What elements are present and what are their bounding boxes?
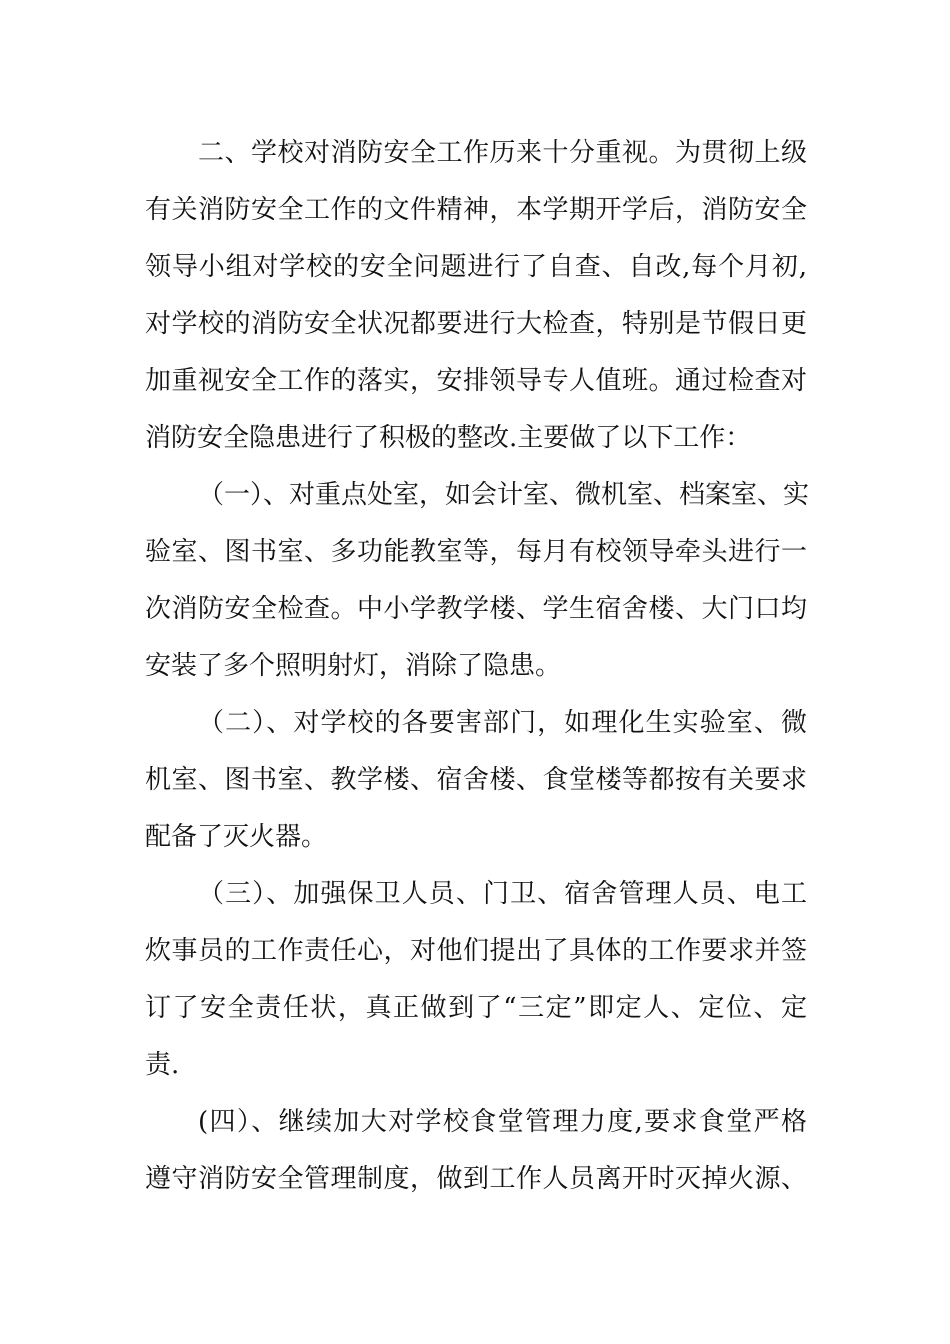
item-4-line-1: (四）、继续加大对学校食堂管理力度,要求食堂严格 bbox=[198, 1107, 807, 1137]
item-3-line-1: （三）、加强保卫人员、门卫、宿舍管理人员、电工 bbox=[198, 879, 807, 909]
paragraph-2-line-2: 有关消防安全工作的文件精神，本学期开学后，消防安全 bbox=[145, 195, 807, 225]
paragraph-2-line-3: 领导小组对学校的安全问题进行了自查、自改,每个月初, bbox=[145, 252, 807, 282]
paragraph-2-line-5: 加重视安全工作的落实，安排领导专人值班。通过检查对 bbox=[145, 366, 807, 396]
item-1-line-3: 次消防安全检查。中小学教学楼、学生宿舍楼、大门口均 bbox=[145, 594, 807, 624]
item-3-line-2: 炊事员的工作责任心，对他们提出了具体的工作要求并签 bbox=[145, 936, 807, 966]
item-3-line-4: 责. bbox=[145, 1050, 180, 1080]
item-1-line-2: 验室、图书室、多功能教室等，每月有校领导牵头进行一 bbox=[145, 537, 807, 567]
item-2-line-1: （二）、对学校的各要害部门，如理化生实验室、微 bbox=[198, 708, 807, 738]
item-4-line-2: 遵守消防安全管理制度，做到工作人员离开时灭掉火源、 bbox=[145, 1164, 807, 1194]
item-2-line-3: 配备了灭火器。 bbox=[145, 822, 328, 852]
item-1-line-4: 安装了多个照明射灯，消除了隐患。 bbox=[145, 651, 562, 681]
paragraph-2-line-6: 消防安全隐患进行了积极的整改.主要做了以下工作： bbox=[145, 423, 752, 453]
item-1-line-1: （一）、对重点处室，如会计室、微机室、档案室、实 bbox=[198, 480, 810, 510]
item-3-line-3: 订了安全责任状，真正做到了“三定”即定人、定位、定 bbox=[145, 993, 807, 1023]
item-2-line-2: 机室、图书室、教学楼、宿舍楼、食堂楼等都按有关要求 bbox=[145, 765, 807, 795]
paragraph-2-line-1: 二、学校对消防安全工作历来十分重视。为贯彻上级 bbox=[198, 138, 807, 168]
paragraph-2-line-4: 对学校的消防安全状况都要进行大检查，特别是节假日更 bbox=[145, 309, 807, 339]
